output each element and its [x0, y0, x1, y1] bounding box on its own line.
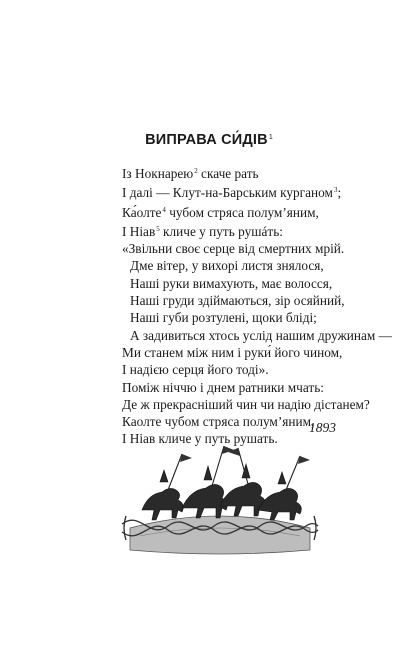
poem-line: І далі — Клут-на-Барським курганом$^3$;	[122, 185, 342, 201]
poem-line: Поміж ніччю і днем ратники мчать:	[122, 379, 324, 395]
poem-line: Ка́олте$^4$ чубом стряса полум’яним,	[122, 204, 319, 220]
poem-date: 1893	[309, 420, 336, 435]
poem-title	[0, 132, 418, 148]
poem-line: А задивиться хтось услід нашим дружинам —	[130, 327, 392, 343]
poem-line: Із Нокнарею$^2$ скаче рать	[122, 166, 259, 181]
poem-line: Де ж прекрасніший чин чи надію дістанем?	[122, 396, 370, 412]
footnote-marker: 1	[268, 134, 273, 141]
poem-line: Наші груди здіймаються, зір осяйний,	[130, 293, 345, 309]
poem-body	[122, 163, 402, 448]
poem-line: І надією серця його тоді».	[122, 362, 269, 378]
poem-line: Наші руки вимахують, має волосся,	[130, 275, 333, 291]
poem-line: Ми станем між ним і руки́ його чином,	[122, 344, 343, 360]
poem-line: І Ніав кличе у путь рушать.	[122, 431, 278, 447]
poem-line: І Ніав$^5$ кличе у путь рушáть:	[122, 223, 283, 239]
poem-title-text: ВИПРАВА СИ́ДІВ	[145, 132, 268, 148]
poem-line: Каолте чубом стряса полум’яним,	[122, 414, 315, 430]
riders-illustration	[120, 440, 320, 558]
poem-line: Наші губи розтулені, щоки бліді;	[130, 310, 317, 326]
poem-line: «Звільни своє серце від смертних мрій.	[122, 241, 345, 257]
riders-vignette	[120, 440, 320, 558]
poem-line: Дме вітер, у вихорі листя знялося,	[130, 258, 324, 274]
